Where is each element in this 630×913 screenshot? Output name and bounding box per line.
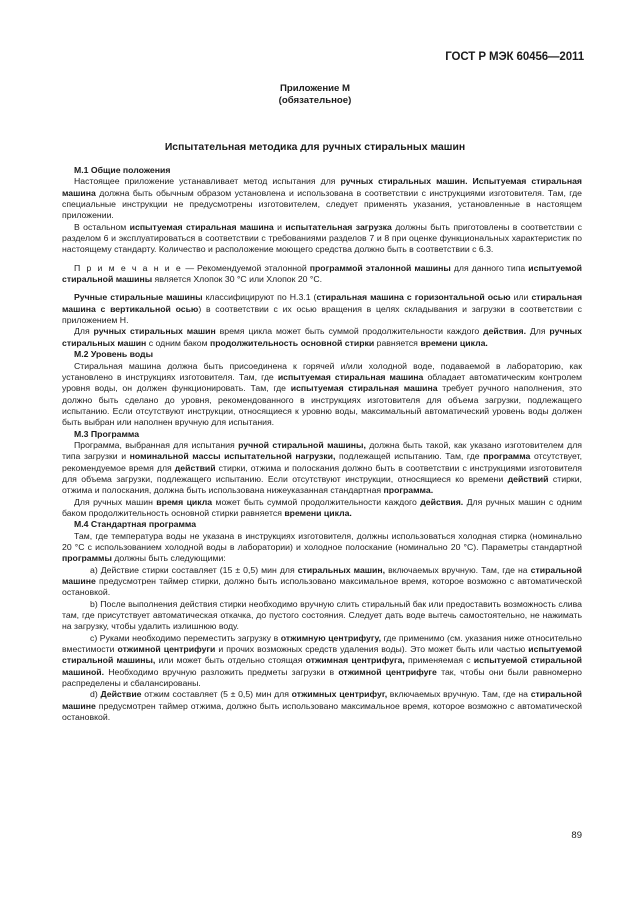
standard-designation: ГОСТ Р МЭК 60456—2011 (445, 51, 584, 63)
heading-m4: М.4 Стандартная программа (74, 519, 197, 530)
heading-m3: М.3 Программа (74, 428, 140, 439)
section-title: Испытательная методика для ручных стиральных машин (164, 142, 466, 153)
appendix-status: (обязательное) (278, 95, 352, 106)
paragraph-m1-1: Настоящее приложение устанавливает метод испытания для ручных стиральных машин. Испытуемая стиральная машина должна быть обычным образом установлена и использована в соответствии с инструкциями изготовителя. Там, где специальные инструкции не предусмотрены изготовителем, следует применять указания, установленные в настоящем приложении. (62, 176, 582, 221)
paragraph-m2-1: Стиральная машина должна быть присоединена к горячей и/или холодной воде, подаваемой в лабораторию, как установлено в инструкциях изготовителя. Там, где испытуемая стиральная машина обладает автоматическим контролем уровня воды, он должен функционировать. Там, где испытуемая стиральная машина требует ручного наполнения, это должно быть сделано до уровня, рекомендованного в инструкциях изготовителя для объема загрузки, подлежащего испытанию. Если отсутствуют инструкции, относящиеся к уровню воды, максимальный автоматический уровень воды должен быть выбран или наполнен вручную для испытания. (62, 360, 582, 428)
paragraph-m4-intro: Там, где температура воды не указана в инструкциях изготовителя, должны использоваться холодная стирка (номинально 20 °С с использованием холодной воды в лаборатории) и холодное полоскание (номинально 20 °С). Параметры стандартной программы должны быть следующими: (62, 530, 582, 564)
document-body (62, 165, 582, 724)
appendix-title: Приложение М (279, 83, 351, 94)
paragraph-m1-3: Ручные стиральные машины классифицируют по Н.3.1 (стиральная машина с горизонтальной осью или стиральная машина с вертикальной осью) в соответствии с их осью вращения в целях складывания и загрузки в соответствии с приложением Н. (62, 292, 583, 326)
paragraph-m1-4: Для ручных стиральных машин время цикла может быть суммой продолжительности каждого действия. Для ручных стиральных машин с одним баком продолжительность основной стирки равняется времени цикла. (62, 326, 582, 348)
list-item-a: а) Действие стирки составляет (15 ± 0,5) мин для стиральных машин, включаемых вручную. Там, где на стиральной машине предусмотрен таймер стирки, должно быть использовано максимальное время, которое возможно с автоматической остановкой. (62, 564, 582, 598)
paragraph-m3-2: Для ручных машин время цикла может быть суммой продолжительности каждого действия. Для ручных машин с одним баком продолжительность основной стирки равняется времени цикла. (62, 496, 582, 518)
paragraph-m3-1: Программа, выбранная для испытания ручной стиральной машины, должна быть такой, как указано изготовителем для типа загрузки и номинальной массы испытательной нагрузки, подлежащей испытанию. Там, где программа отсутствует, рекомендуемое время для действий стирки, отжима и полоскания должно быть в соответствии с инструкциями изготовителя для объема загрузки, подлежащего испытанию. Если отсутствуют инструкции, относящиеся ко времени действий стирки, отжима и полоскания, должна быть использована нижеуказанная стандартная программа. (62, 439, 583, 496)
list-item-b: b) После выполнения действия стирки необходимо вручную слить стиральный бак или предоставить возможность слива там, где присутствует автоматическая откачка, до пустого состояния. Следует дать воде вытечь самостоятельно, не нажимать на загрузку, чтобы удалить излишнюю воду. (62, 598, 582, 632)
note-m1: П р и м е ч а н и е — Рекомендуемой эталонной программой эталонной машины для данного типа испытуемой стиральной машины является Хлопок 30 °С или Хлопок 20 °С. (62, 262, 582, 285)
paragraph-m1-2: В остальном испытуемая стиральная машина и испытательная загрузка должны быть приготовлены в соответствии с разделом 6 и эксплуатироваться в соответствии с требованиями разделов 7 и 8 при оценке функциональных характеристик по настоящему стандарту. Количество и расположение моющего средства должно быть в соответствии с 6.3. (62, 221, 582, 255)
list-item-d: d) Действие отжим составляет (5 ± 0,5) мин для отжимных центрифуг, включаемых вручную. Там, где на стиральной машине предусмотрен таймер отжима, должно быть использовано максимальное время, которое возможно с автоматической остановкой. (62, 689, 583, 723)
page-number: 89 (571, 830, 582, 841)
list-item-c: с) Руками необходимо переместить загрузку в отжимную центрифугу, где применимо (см. указания ниже относительно вместимости отжимной центрифуги и прочих возможных средств удаления воды). Это может быть или частью испытуемой стиральной машины, или может быть отдельно стоящая отжимная центрифуга, применяемая с испытуемой стиральной машиной. Необходимо вручную разложить предметы загрузки в отжимной центрифуге так, чтобы они были равномерно распределены и сбалансированы. (62, 632, 583, 689)
heading-m2: М.2 Уровень воды (74, 349, 153, 360)
heading-m1: М.1 Общие положения (74, 165, 171, 175)
